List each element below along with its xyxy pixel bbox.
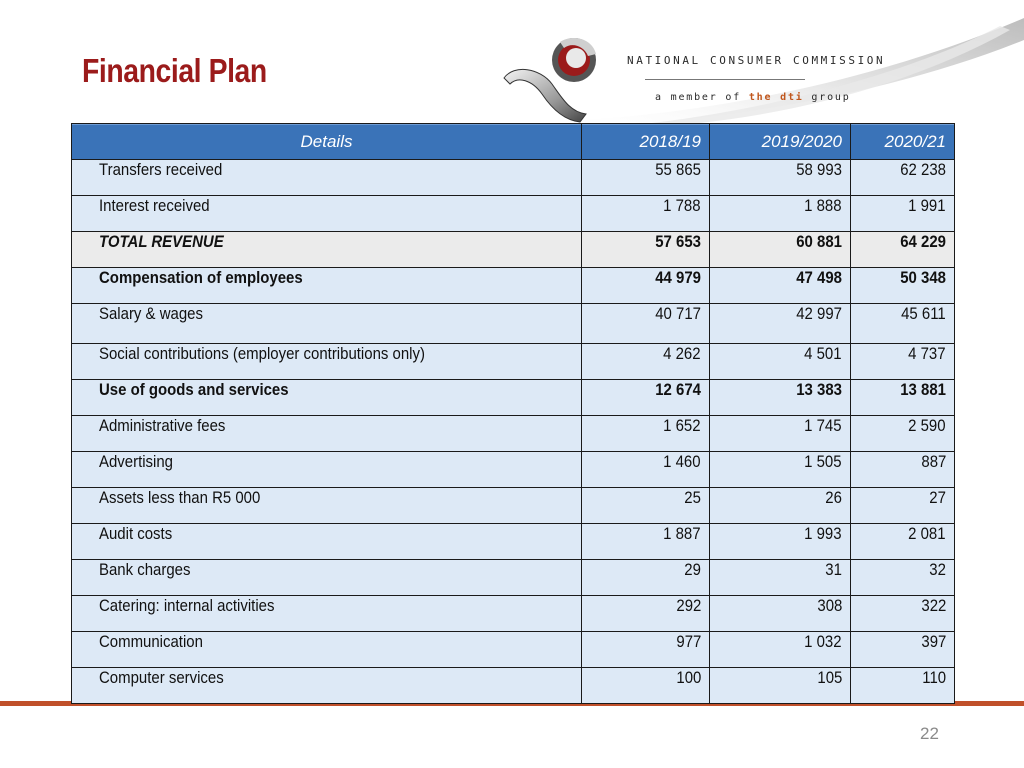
header-2018-19: 2018/19 bbox=[582, 124, 710, 160]
row-value-2018-19: 25 bbox=[582, 488, 710, 524]
row-value-2018-19: 55 865 bbox=[582, 160, 710, 196]
row-value-2019-2020: 13 383 bbox=[710, 380, 851, 416]
table-header-row bbox=[72, 124, 955, 160]
row-value-2020-21: 13 881 bbox=[851, 380, 955, 416]
row-value-2018-19: 292 bbox=[582, 596, 710, 632]
row-value-2018-19: 100 bbox=[582, 668, 710, 704]
row-value-2020-21: 1 991 bbox=[851, 196, 955, 232]
row-label: Catering: internal activities bbox=[72, 596, 582, 632]
row-value-2019-2020: 60 881 bbox=[710, 232, 851, 268]
row-value-2020-21: 4 737 bbox=[851, 344, 955, 380]
row-label: Interest received bbox=[72, 196, 582, 232]
page-number: 22 bbox=[920, 724, 939, 743]
row-value-2018-19: 12 674 bbox=[582, 380, 710, 416]
table-row bbox=[72, 196, 955, 232]
table-row bbox=[72, 488, 955, 524]
row-value-2019-2020: 1 888 bbox=[710, 196, 851, 232]
row-label: Use of goods and services bbox=[72, 380, 582, 416]
org-name: NATIONAL CONSUMER COMMISSION bbox=[627, 54, 886, 67]
row-value-2019-2020: 1 993 bbox=[710, 524, 851, 560]
row-value-2019-2020: 47 498 bbox=[710, 268, 851, 304]
row-value-2020-21: 110 bbox=[851, 668, 955, 704]
tagline-suffix: group bbox=[803, 92, 851, 103]
row-value-2020-21: 397 bbox=[851, 632, 955, 668]
row-value-2019-2020: 1 745 bbox=[710, 416, 851, 452]
row-value-2018-19: 1 887 bbox=[582, 524, 710, 560]
table-row bbox=[72, 304, 955, 344]
org-tagline bbox=[655, 92, 851, 103]
row-label: Advertising bbox=[72, 452, 582, 488]
row-value-2018-19: 1 788 bbox=[582, 196, 710, 232]
table-row-total bbox=[72, 232, 955, 268]
row-label: Salary & wages bbox=[72, 304, 582, 344]
row-label: Bank charges bbox=[72, 560, 582, 596]
table-row bbox=[72, 596, 955, 632]
table-row-subtotal bbox=[72, 268, 955, 304]
row-value-2018-19: 57 653 bbox=[582, 232, 710, 268]
row-value-2019-2020: 58 993 bbox=[710, 160, 851, 196]
tagline-dti: the dti bbox=[748, 92, 804, 103]
header-2019-2020: 2019/2020 bbox=[710, 124, 851, 160]
financial-table bbox=[71, 123, 955, 704]
tagline-prefix: a member of bbox=[655, 92, 749, 103]
row-label: Computer services bbox=[72, 668, 582, 704]
row-value-2019-2020: 1 032 bbox=[710, 632, 851, 668]
row-value-2018-19: 1 460 bbox=[582, 452, 710, 488]
row-value-2019-2020: 26 bbox=[710, 488, 851, 524]
row-value-2019-2020: 308 bbox=[710, 596, 851, 632]
row-label: Communication bbox=[72, 632, 582, 668]
table-row bbox=[72, 632, 955, 668]
table-row bbox=[72, 160, 955, 196]
row-value-2020-21: 32 bbox=[851, 560, 955, 596]
table-row-subtotal bbox=[72, 380, 955, 416]
row-value-2020-21: 2 081 bbox=[851, 524, 955, 560]
row-value-2018-19: 4 262 bbox=[582, 344, 710, 380]
row-label: Administrative fees bbox=[72, 416, 582, 452]
table-row bbox=[72, 524, 955, 560]
row-value-2018-19: 977 bbox=[582, 632, 710, 668]
header-details: Details bbox=[72, 124, 582, 160]
row-label: Social contributions (employer contributions only) bbox=[72, 344, 582, 380]
row-value-2020-21: 45 611 bbox=[851, 304, 955, 344]
row-value-2020-21: 322 bbox=[851, 596, 955, 632]
row-value-2019-2020: 42 997 bbox=[710, 304, 851, 344]
row-value-2020-21: 50 348 bbox=[851, 268, 955, 304]
table-row bbox=[72, 668, 955, 704]
table-row bbox=[72, 416, 955, 452]
row-value-2020-21: 27 bbox=[851, 488, 955, 524]
row-value-2020-21: 64 229 bbox=[851, 232, 955, 268]
row-value-2019-2020: 4 501 bbox=[710, 344, 851, 380]
row-label: Transfers received bbox=[72, 160, 582, 196]
row-value-2020-21: 62 238 bbox=[851, 160, 955, 196]
row-label: Assets less than R5 000 bbox=[72, 488, 582, 524]
divider bbox=[645, 79, 805, 80]
table-row bbox=[72, 560, 955, 596]
table-row bbox=[72, 344, 955, 380]
row-value-2019-2020: 105 bbox=[710, 668, 851, 704]
row-value-2019-2020: 31 bbox=[710, 560, 851, 596]
page-title: Financial Plan bbox=[82, 52, 267, 89]
row-value-2018-19: 40 717 bbox=[582, 304, 710, 344]
row-value-2018-19: 1 652 bbox=[582, 416, 710, 452]
financial-table-container bbox=[71, 123, 954, 704]
table-row bbox=[72, 452, 955, 488]
row-value-2020-21: 2 590 bbox=[851, 416, 955, 452]
row-value-2018-19: 44 979 bbox=[582, 268, 710, 304]
row-label: Compensation of employees bbox=[72, 268, 582, 304]
row-value-2019-2020: 1 505 bbox=[710, 452, 851, 488]
row-value-2018-19: 29 bbox=[582, 560, 710, 596]
row-value-2020-21: 887 bbox=[851, 452, 955, 488]
header-2020-21: 2020/21 bbox=[851, 124, 955, 160]
row-label: TOTAL REVENUE bbox=[72, 232, 582, 268]
row-label: Audit costs bbox=[72, 524, 582, 560]
ncc-logo-icon bbox=[500, 34, 620, 124]
